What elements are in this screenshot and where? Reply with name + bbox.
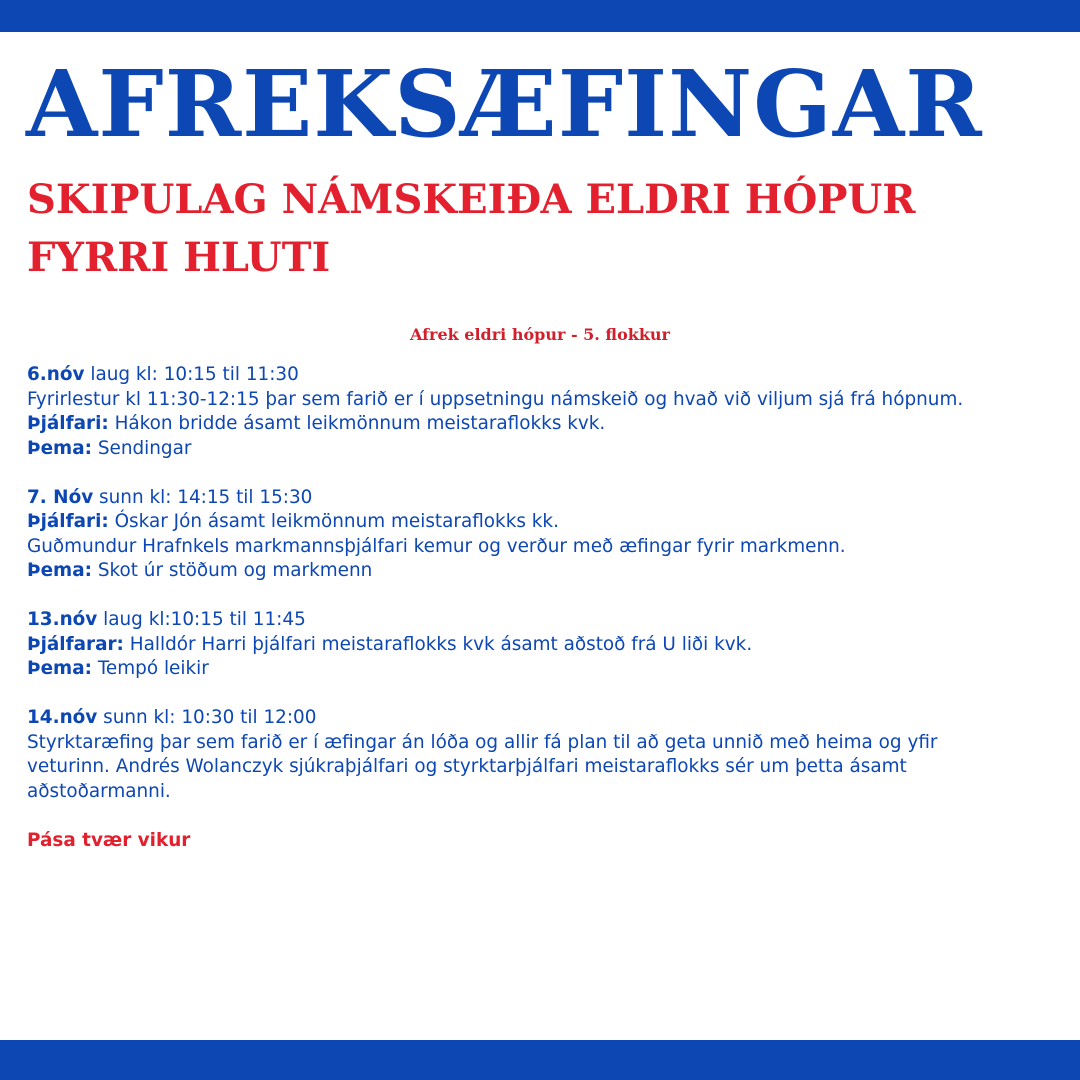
coach-label: Þjálfari:: [27, 413, 109, 434]
session-time: sunn kl: 10:30 til 12:00: [97, 707, 317, 728]
coach-text: Halldór Harri þjálfari meistaraflokks kvk ásamt aðstoð frá U liði kvk.: [123, 633, 753, 655]
session-theme-line: [27, 559, 1057, 584]
schedule: [27, 363, 1057, 853]
session-7-nov: [27, 486, 1057, 584]
coach-label: Þjálfari:: [27, 511, 109, 532]
coach-text: Óskar Jón ásamt leikmönnum meistaraflokks kk.: [108, 511, 559, 532]
session-date: 7. Nóv: [27, 486, 94, 508]
session-date: 13.nóv: [27, 609, 98, 630]
session-time: sunn kl: 14:15 til 15:30: [93, 486, 313, 508]
pause-note: Pása tvær vikur: [27, 829, 191, 851]
session-6-nov: [27, 363, 1057, 461]
session-coach-line: [27, 633, 1057, 658]
page-subtitle-line-1: SKIPULAG NÁMSKEIÐA ELDRI HÓPUR: [27, 176, 916, 223]
session-14-nov: [27, 706, 1057, 804]
theme-label: Þema:: [27, 437, 92, 459]
theme-text: Skot úr stöðum og markmenn: [91, 560, 373, 581]
session-date-line: [27, 486, 1057, 511]
session-date-line: [27, 608, 1057, 633]
session-date-line: [27, 706, 1057, 731]
theme-label: Þema:: [27, 658, 92, 679]
session-note: Styrktaræfing þar sem farið er í æfingar án lóða og allir fá plan til að geta unnið með heima og yfir veturinn. Andrés Wolanczyk sjúkraþjálfari og styrktarþjálfari meistaraflokks sér um þetta ásamt aðstoðarmanni.: [27, 731, 938, 802]
session-note: Fyrirlestur kl 11:30-12:15 þar sem farið er í uppsetningu námskeið og hvað við viljum sjá frá hópnum.: [27, 388, 964, 410]
session-coach-line: [27, 510, 1057, 535]
theme-text: Sendingar: [91, 437, 192, 459]
session-13-nov: [27, 608, 1057, 682]
session-time: laug kl: 10:15 til 11:30: [84, 364, 299, 385]
theme-text: Tempó leikir: [91, 658, 209, 679]
session-coach-line: [27, 412, 1057, 437]
session-date: 6.nóv: [27, 364, 85, 385]
coach-label: Þjálfarar:: [27, 633, 124, 655]
bottom-blue-band: [0, 1040, 1080, 1080]
session-theme-line: [27, 657, 1057, 682]
session-date-line: [27, 363, 1057, 388]
theme-label: Þema:: [27, 560, 92, 581]
page-subtitle-line-2: FYRRI HLUTI: [27, 234, 331, 281]
session-date: 14.nóv: [27, 707, 98, 728]
session-time: laug kl:10:15 til 11:45: [97, 609, 306, 630]
top-blue-band: [0, 0, 1080, 32]
session-theme-line: [27, 437, 1057, 462]
page-title: AFREKSÆFINGAR: [26, 50, 983, 158]
group-heading: Afrek eldri hópur - 5. flokkur: [410, 325, 670, 344]
session-note: Guðmundur Hrafnkels markmannsþjálfari kemur og verður með æfingar fyrir markmenn.: [27, 535, 846, 557]
coach-text: Hákon bridde ásamt leikmönnum meistaraflokks kvk.: [108, 413, 606, 434]
